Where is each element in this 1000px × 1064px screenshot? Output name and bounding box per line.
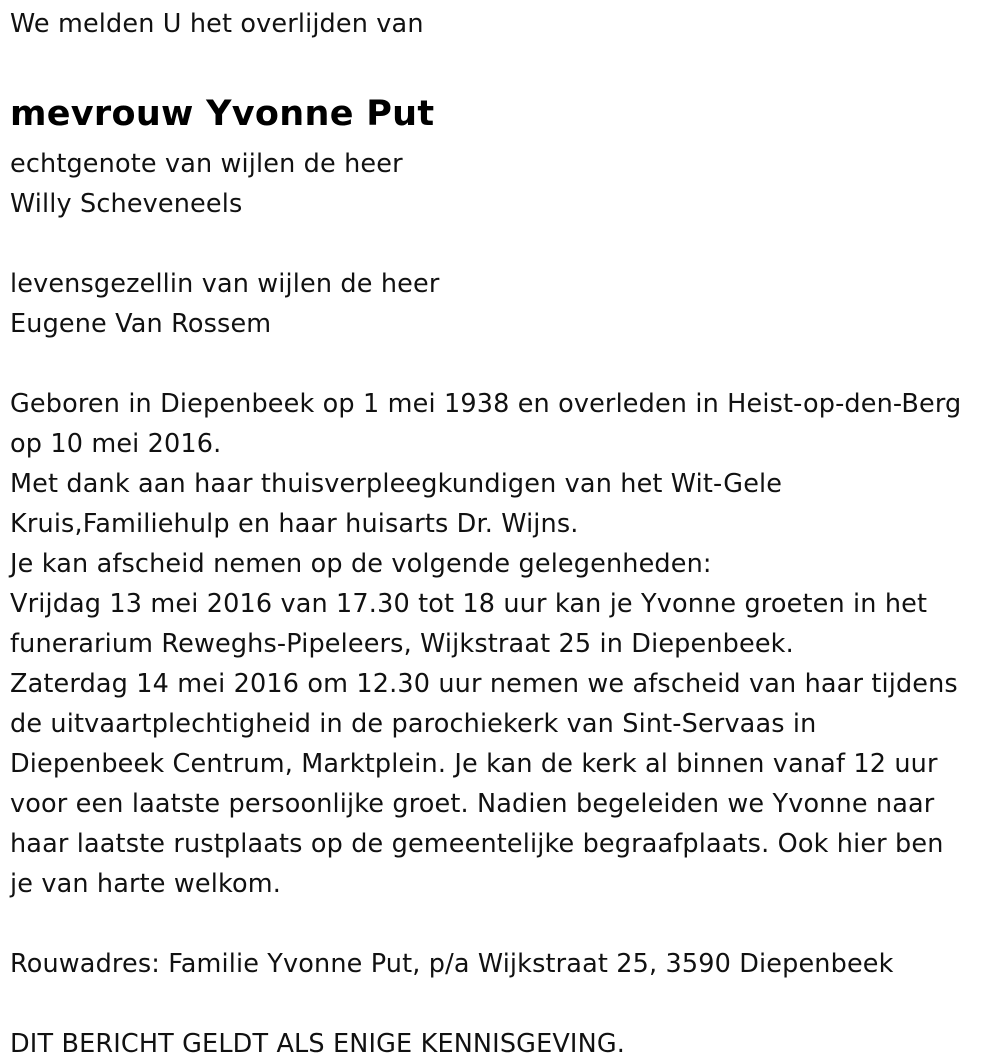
spacer: [10, 344, 985, 384]
spacer: [10, 224, 985, 264]
closing-notice: DIT BERICHT GELDT ALS ENIGE KENNISGEVING.: [10, 1029, 625, 1059]
partner-relation: levensgezellin van wijlen de heer: [10, 269, 440, 299]
intro-text: We melden U het overlijden van: [10, 9, 424, 39]
spacer: [10, 44, 985, 84]
body-line: Geboren in Diepenbeek op 1 mei 1938 en overleden in Heist-op-den-Berg: [10, 389, 962, 419]
body-line: Kruis,Familiehulp en haar huisarts Dr. Wijns.: [10, 509, 579, 539]
partner-name: Eugene Van Rossem: [10, 309, 272, 339]
body-line: funerarium Reweghs-Pipeleers, Wijkstraat 25 in Diepenbeek.: [10, 629, 794, 659]
body-line: Je kan afscheid nemen op de volgende gelegenheden:: [10, 549, 712, 579]
spacer: [10, 984, 985, 1024]
body-line: de uitvaartplechtigheid in de parochiekerk van Sint-Servaas in: [10, 709, 817, 739]
body-line: op 10 mei 2016.: [10, 429, 222, 459]
deceased-name: mevrouw Yvonne Put: [10, 94, 435, 134]
death-notice: [10, 4, 985, 1064]
spouse-name: Willy Scheveneels: [10, 189, 243, 219]
mourning-address: Rouwadres: Familie Yvonne Put, p/a Wijkstraat 25, 3590 Diepenbeek: [10, 949, 894, 979]
body-line: Vrijdag 13 mei 2016 van 17.30 tot 18 uur kan je Yvonne groeten in het: [10, 589, 928, 619]
spouse-relation: echtgenote van wijlen de heer: [10, 149, 403, 179]
spacer: [10, 904, 985, 944]
body-line: Zaterdag 14 mei 2016 om 12.30 uur nemen we afscheid van haar tijdens: [10, 669, 958, 699]
body-line: je van harte welkom.: [10, 869, 281, 899]
body-line: Met dank aan haar thuisverpleegkundigen van het Wit-Gele: [10, 469, 783, 499]
body-line: haar laatste rustplaats op de gemeentelijke begraafplaats. Ook hier ben: [10, 829, 944, 859]
body-line: voor een laatste persoonlijke groet. Nadien begeleiden we Yvonne naar: [10, 789, 935, 819]
body-line: Diepenbeek Centrum, Marktplein. Je kan de kerk al binnen vanaf 12 uur: [10, 749, 938, 779]
